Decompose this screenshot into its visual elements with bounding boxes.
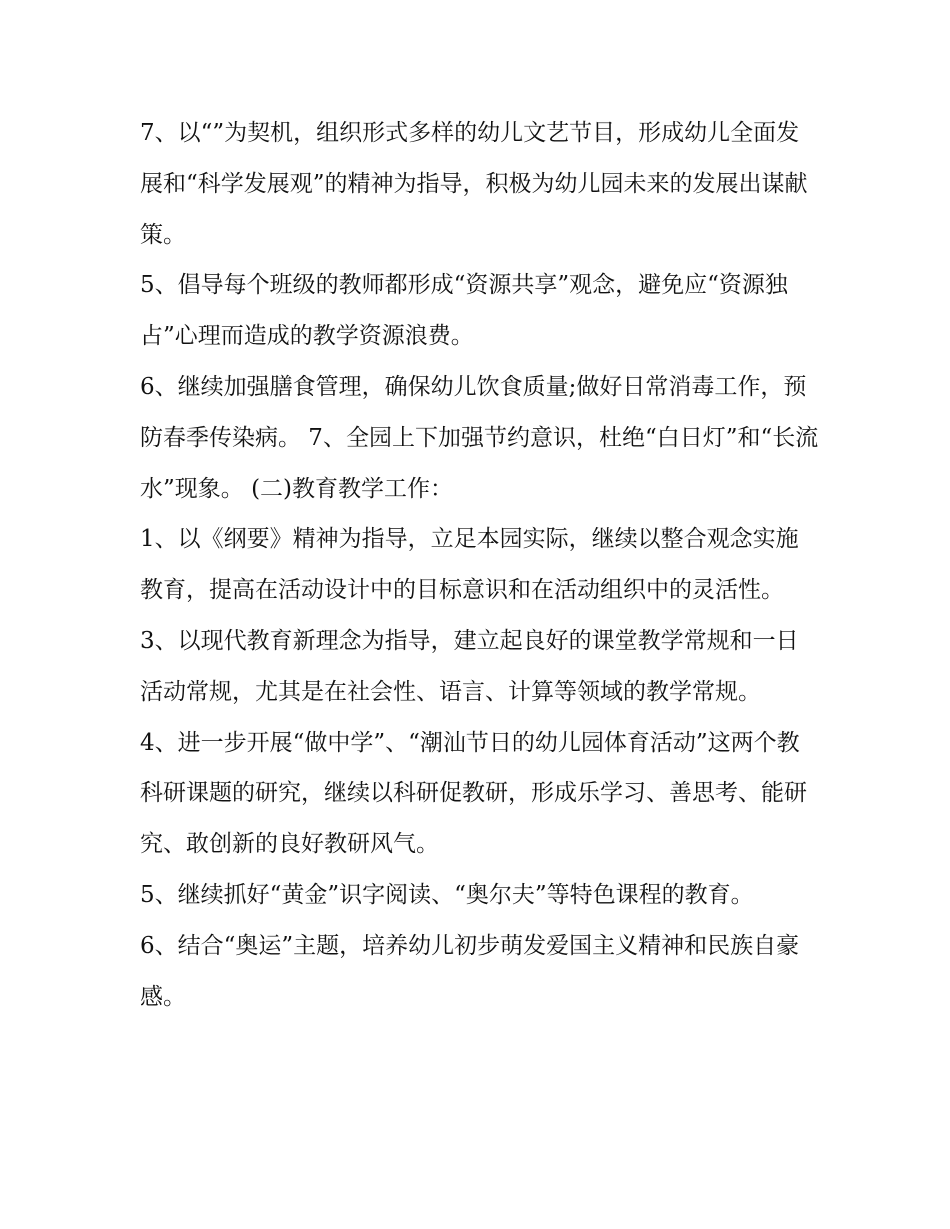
paragraph-2: 5、倡导每个班级的教师都形成“资源共享”观念，避免应“资源独占”心理而造成的教学资源浪费。 <box>140 272 788 350</box>
paragraph-3: 6、继续加强膳食管理，确保幼儿饮食质量;做好日常消毒工作，预防春季传染病。 7、全园上下加强节约意识，杜绝“白日灯”和“长流水”现象。 (二)教育教学工作： <box>140 373 819 502</box>
paragraph-8: 6、结合“奥运”主题，培养幼儿初步萌发爱国主义精神和民族自豪感。 <box>140 932 800 1010</box>
paragraph-5: 3、以现代教育新理念为指导，建立起良好的课堂教学常规和一日活动常规，尤其是在社会性、语言、计算等领域的教学常规。 <box>140 627 799 705</box>
paragraph-6: 4、进一步开展“做中学”、“潮汕节日的幼儿园体育活动”这两个教科研课题的研究，继续以科研促教研，形成乐学习、善思考、能研究、敢创新的良好教研风气。 <box>140 729 807 858</box>
paragraph-1: 7、以“”为契机，组织形式多样的幼儿文艺节目，形成幼儿全面发展和“科学发展观”的精神为指导，积极为幼儿园未来的发展出谋献策。 <box>140 120 808 248</box>
document-body <box>140 108 820 1022</box>
paragraph-7: 5、继续抓好“黄金”识字阅读、“奥尔夫”等特色课程的教育。 <box>140 881 754 908</box>
paragraph-4: 1、以《纲要》精神为指导，立足本园实际，继续以整合观念实施教育，提高在活动设计中的目标意识和在活动组织中的灵活性。 <box>140 526 799 604</box>
